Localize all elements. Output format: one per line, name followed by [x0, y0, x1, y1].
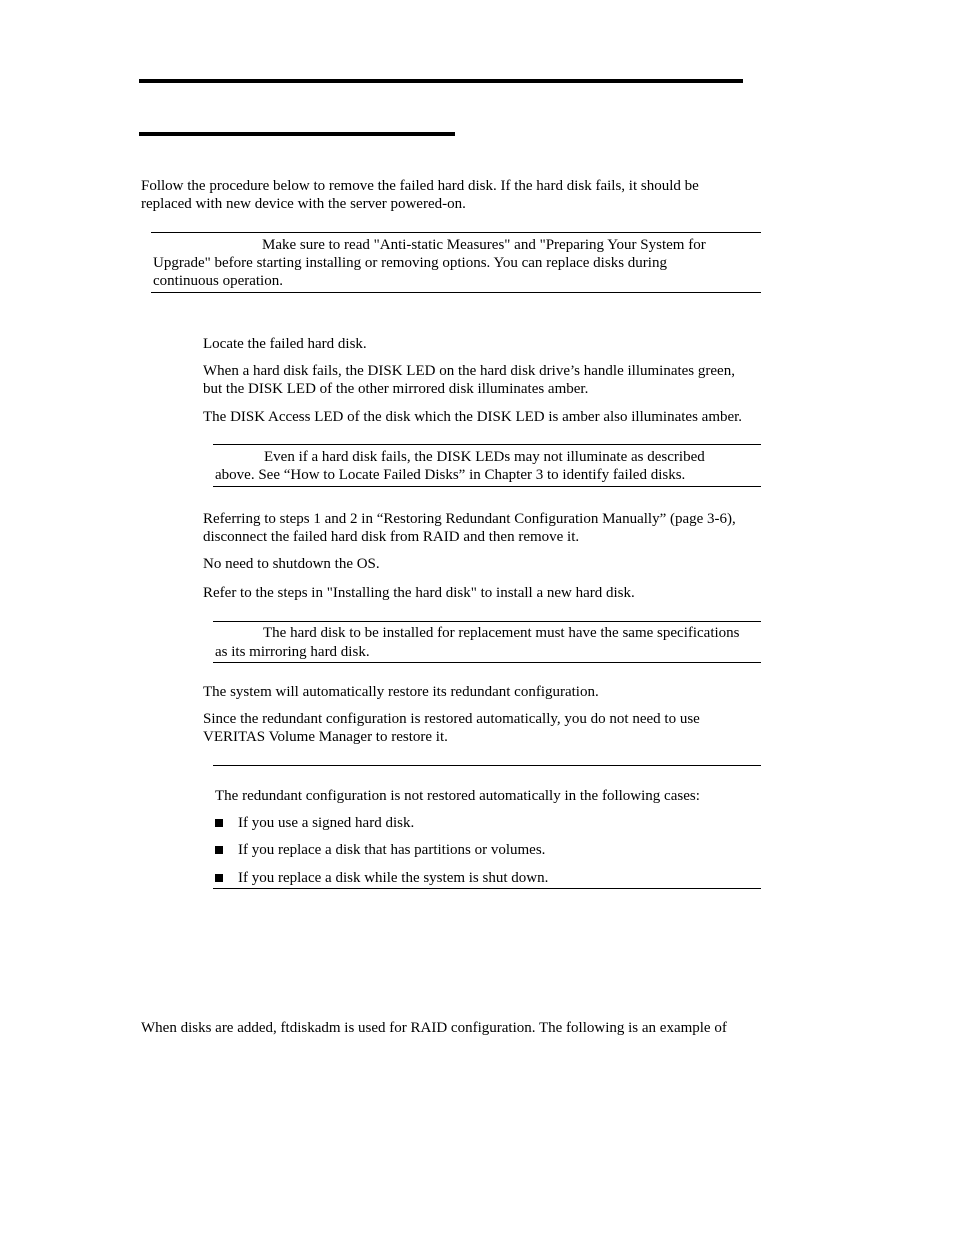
- note-cases-lead: The redundant configuration is not restored automatically in the following cases:: [215, 788, 700, 804]
- important2-line-1: The hard disk to be installed for replacement must have the same specifications: [263, 625, 740, 641]
- step1-para2: The DISK Access LED of the disk which the DISK LED is amber also illuminates amber.: [203, 409, 743, 425]
- bullet-square-icon: [215, 874, 223, 882]
- step4-para-line-1: Since the redundant configuration is restored automatically, you do not need to use: [203, 711, 700, 727]
- note-case-item: If you replace a disk that has partitions or volumes.: [238, 842, 546, 858]
- step3-title: Refer to the steps in "Installing the hard disk" to install a new hard disk.: [203, 585, 635, 601]
- important2-line-2: as its mirroring hard disk.: [215, 644, 370, 660]
- step4-title: The system will automatically restore its redundant configuration.: [203, 684, 599, 700]
- intro-line-1: Follow the procedure below to remove the failed hard disk. If the hard disk fails, it should be: [141, 178, 699, 194]
- tip1-line-1: Even if a hard disk fails, the DISK LEDs may not illuminate as described: [264, 449, 705, 465]
- bullet-square-icon: [215, 846, 223, 854]
- step4-para-line-2: VERITAS Volume Manager to restore it.: [203, 729, 448, 745]
- header-rule-long: [139, 79, 743, 83]
- note-case-item: If you use a signed hard disk.: [238, 815, 415, 831]
- step2-line-1: Referring to steps 1 and 2 in “Restoring Redundant Configuration Manually” (page 3-6),: [203, 511, 736, 527]
- step1-title: Locate the failed hard disk.: [203, 336, 367, 352]
- step2-para2: No need to shutdown the OS.: [203, 556, 380, 572]
- note-case-item: If you replace a disk while the system is shut down.: [238, 870, 549, 886]
- tip1-line-2: above. See “How to Locate Failed Disks” in Chapter 3 to identify failed disks.: [215, 467, 686, 483]
- footer-paragraph: When disks are added, ftdiskadm is used for RAID configuration. The following is an example of: [141, 1020, 727, 1036]
- bullet-square-icon: [215, 819, 223, 827]
- important-note-line-1: Make sure to read "Anti-static Measures" and "Preparing Your System for: [262, 237, 706, 253]
- step1-para1-line2: but the DISK LED of the other mirrored disk illuminates amber.: [203, 381, 589, 397]
- header-rule-short: [139, 132, 455, 136]
- step1-para1-line1: When a hard disk fails, the DISK LED on the hard disk drive’s handle illuminates green,: [203, 363, 735, 379]
- important-note-line-2: Upgrade" before starting installing or removing options. You can replace disks during: [153, 255, 667, 271]
- step2-line-2: disconnect the failed hard disk from RAID and then remove it.: [203, 529, 580, 545]
- intro-line-2: replaced with new device with the server powered-on.: [141, 196, 466, 212]
- important-note-line-3: continuous operation.: [153, 273, 283, 289]
